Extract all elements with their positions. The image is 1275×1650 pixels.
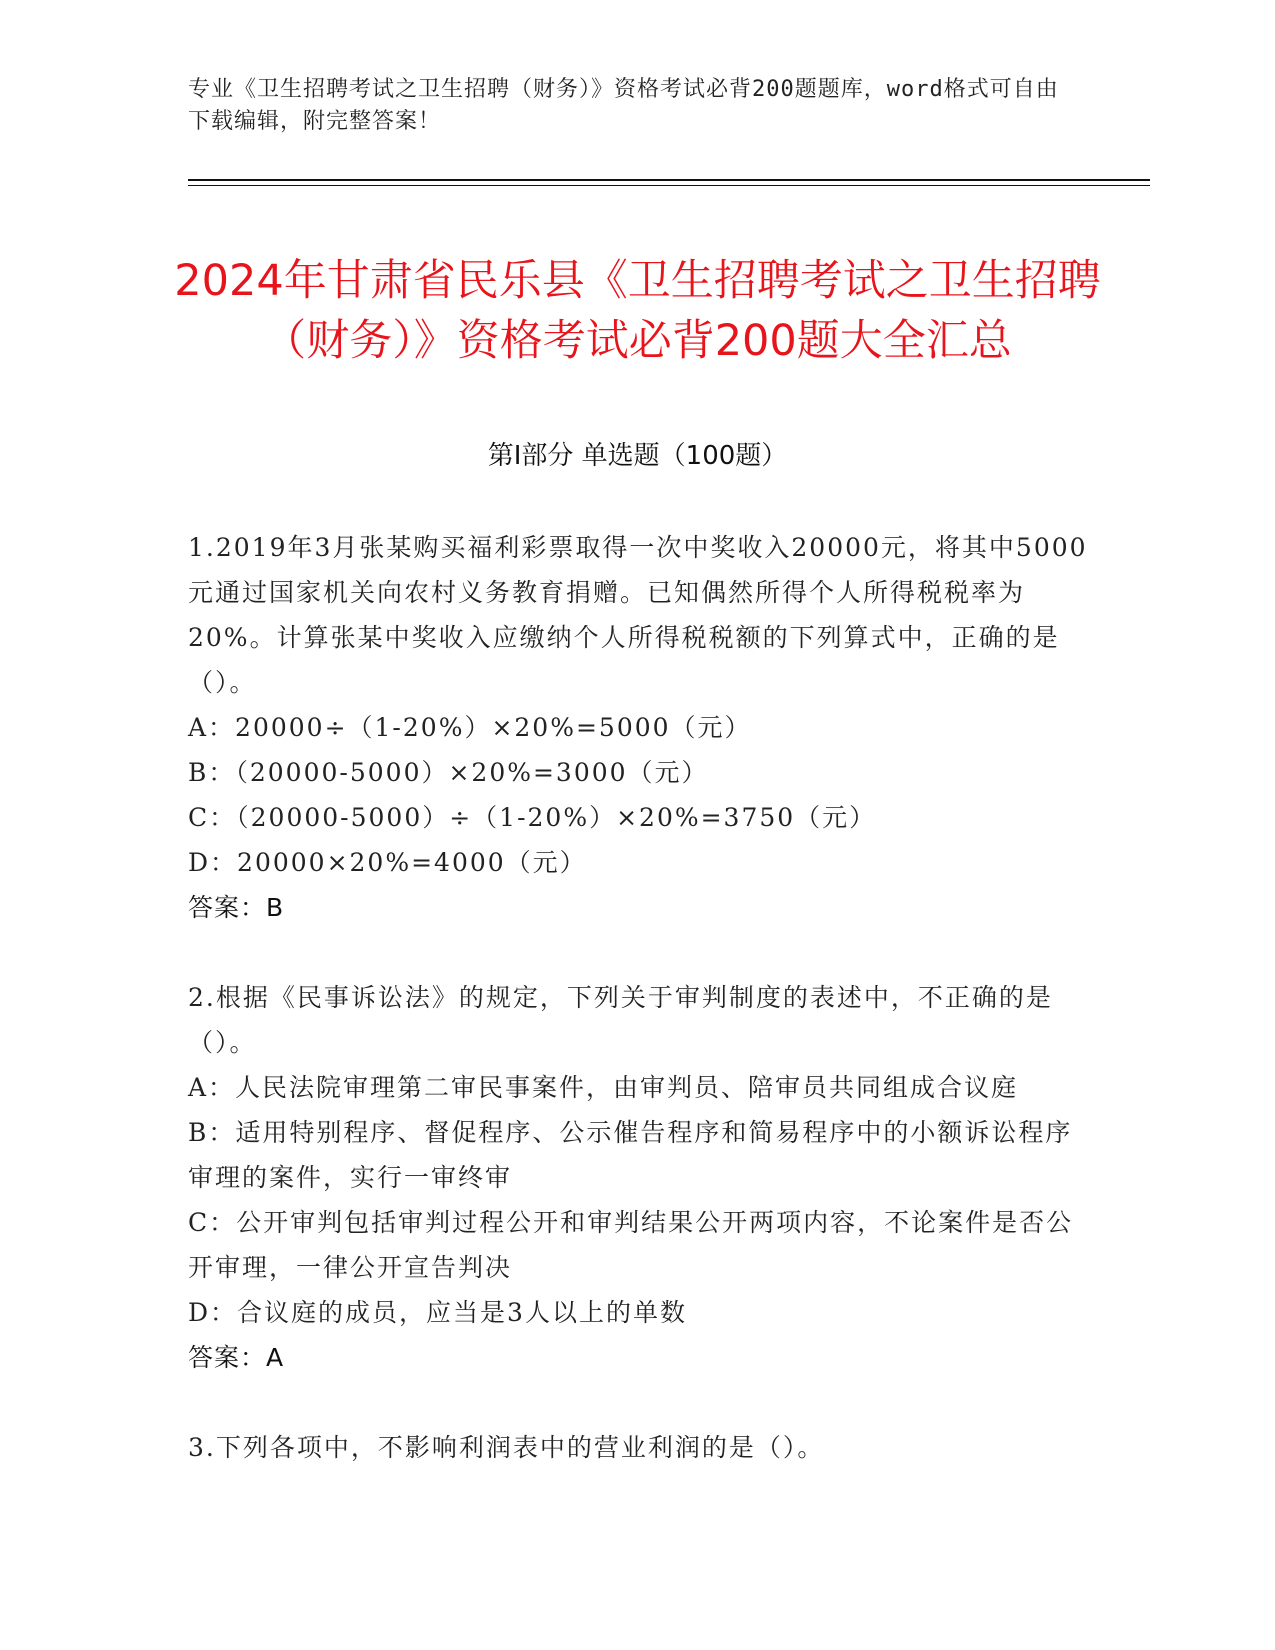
header-note: 专业《卫生招聘考试之卫生招聘（财务）》资格考试必背200题题库，word格式可自由下载编辑，附完整答案！ [188,77,1059,134]
question-list [188,525,1088,1515]
option-a: A：20000÷（1-20%）×20%=5000（元） [188,713,752,742]
option-d: D：合议庭的成员，应当是3人以上的单数 [188,1298,687,1327]
option-a: A：人民法院审理第二审民事案件，由审判员、陪审员共同组成合议庭 [188,1073,1019,1102]
answer: 答案：B [188,893,285,922]
option-b: B：适用特别程序、督促程序、公示催告程序和简易程序中的小额诉讼程序审理的案件，实行一审终审 [188,1118,1073,1192]
answer: 答案：A [188,1343,285,1372]
section-title: 第I部分 单选题（100题） [487,441,788,471]
document-title: 2024年甘肃省民乐县《卫生招聘考试之卫生招聘（财务）》资格考试必背200题大全汇总 [174,255,1101,366]
option-c: C：公开审判包括审判过程公开和审判结果公开两项内容，不论案件是否公开审理，一律公开宣告判决 [188,1208,1074,1282]
option-c: C：（20000-5000）÷（1-20%）×20%=3750（元） [188,803,877,832]
header-divider-thick [188,179,1150,181]
header-divider-thin [188,185,1150,186]
question-stem: 3.下列各项中，不影响利润表中的营业利润的是（）。 [188,1433,825,1462]
question-stem: 2.根据《民事诉讼法》的规定，下列关于审判制度的表述中，不正确的是（）。 [188,983,1053,1057]
question-stem: 1.2019年3月张某购买福利彩票取得一次中奖收入20000元，将其中5000元通过国家机关向农村义务教育捐赠。已知偶然所得个人所得税税率为20%。计算张某中奖收入应缴纳个人所得税税额的下列算式中，正确的是（）。 [188,533,1088,697]
question-2 [188,975,1088,1380]
question-3 [188,1425,1088,1470]
question-1 [188,525,1088,930]
option-b: B：（20000-5000）×20%=3000（元） [188,758,709,787]
option-d: D：20000×20%=4000（元） [188,848,587,877]
